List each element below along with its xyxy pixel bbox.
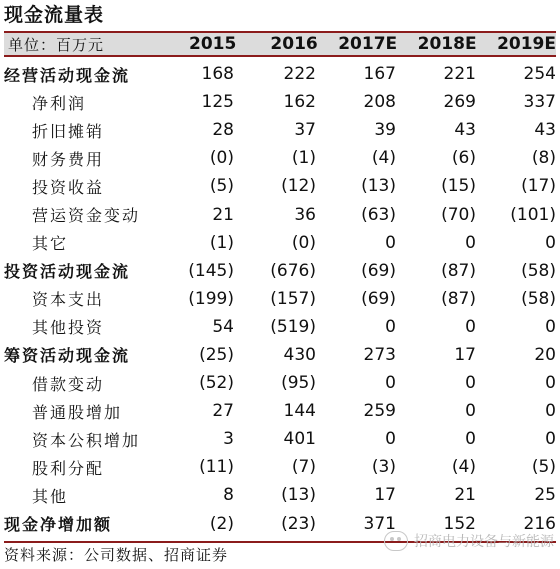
value-cell: 43 bbox=[534, 120, 556, 141]
year-header: 2017E bbox=[338, 34, 398, 54]
row-label: 股利分配 bbox=[32, 458, 105, 478]
table-header bbox=[4, 31, 556, 57]
value-cell: (4) bbox=[371, 148, 396, 169]
value-cell: (58) bbox=[521, 260, 556, 281]
value-cell: 0 bbox=[465, 373, 476, 394]
value-cell: 162 bbox=[283, 92, 316, 113]
watermark-text: 招商电力设备与新能源 bbox=[414, 534, 554, 550]
value-cell: 43 bbox=[454, 120, 476, 141]
value-cell: (1) bbox=[209, 232, 234, 253]
value-cell: 337 bbox=[523, 92, 556, 113]
value-cell: 21 bbox=[454, 485, 476, 506]
table-row bbox=[4, 144, 556, 172]
value-cell: 28 bbox=[212, 120, 234, 141]
value-cell: 54 bbox=[212, 316, 234, 337]
value-cell: (1) bbox=[291, 148, 316, 169]
year-header: 2016 bbox=[270, 34, 318, 54]
wechat-icon bbox=[384, 531, 408, 551]
value-cell: 0 bbox=[545, 429, 556, 450]
value-cell: (4) bbox=[451, 457, 476, 478]
value-cell: (145) bbox=[188, 260, 234, 281]
value-cell: (5) bbox=[209, 176, 234, 197]
table-row bbox=[4, 341, 556, 369]
value-cell: 0 bbox=[385, 429, 396, 450]
value-cell: (6) bbox=[451, 148, 476, 169]
value-cell: (52) bbox=[199, 373, 234, 394]
table-row bbox=[4, 313, 556, 341]
row-label: 普通股增加 bbox=[32, 402, 123, 422]
table-row bbox=[4, 257, 556, 285]
value-cell: 401 bbox=[283, 429, 316, 450]
value-cell: (7) bbox=[291, 457, 316, 478]
value-cell: (0) bbox=[291, 232, 316, 253]
row-label: 资本支出 bbox=[32, 290, 105, 310]
value-cell: 167 bbox=[363, 64, 396, 85]
row-label: 借款变动 bbox=[32, 374, 105, 394]
value-cell: 152 bbox=[443, 513, 476, 534]
value-cell: 254 bbox=[523, 64, 556, 85]
table-row bbox=[4, 285, 556, 313]
table-row bbox=[4, 397, 556, 425]
value-cell: 371 bbox=[363, 513, 396, 534]
value-cell: 27 bbox=[212, 401, 234, 422]
value-cell: 0 bbox=[545, 316, 556, 337]
value-cell: 20 bbox=[534, 344, 556, 365]
value-cell: (519) bbox=[270, 316, 316, 337]
value-cell: (69) bbox=[361, 288, 396, 309]
row-label: 经营活动现金流 bbox=[4, 65, 131, 85]
value-cell: 21 bbox=[212, 204, 234, 225]
value-cell: 259 bbox=[363, 401, 396, 422]
value-cell: (13) bbox=[361, 176, 396, 197]
row-label: 财务费用 bbox=[32, 149, 105, 169]
value-cell: (12) bbox=[281, 176, 316, 197]
value-cell: (199) bbox=[188, 288, 234, 309]
table-row bbox=[4, 425, 556, 453]
value-cell: 0 bbox=[385, 373, 396, 394]
table-row bbox=[4, 453, 556, 481]
table-row bbox=[4, 88, 556, 116]
value-cell: 3 bbox=[223, 429, 234, 450]
value-cell: 0 bbox=[465, 401, 476, 422]
row-label: 投资活动现金流 bbox=[4, 262, 131, 282]
value-cell: 430 bbox=[283, 344, 316, 365]
table-title: 现金流量表 bbox=[4, 4, 105, 26]
table-row bbox=[4, 200, 556, 228]
value-cell: (0) bbox=[209, 148, 234, 169]
value-cell: 0 bbox=[465, 316, 476, 337]
value-cell: 0 bbox=[385, 316, 396, 337]
value-cell: (15) bbox=[441, 176, 476, 197]
value-cell: 8 bbox=[223, 485, 234, 506]
value-cell: (2) bbox=[209, 513, 234, 534]
table-row bbox=[4, 229, 556, 257]
value-cell: 39 bbox=[374, 120, 396, 141]
value-cell: (676) bbox=[270, 260, 316, 281]
value-cell: 17 bbox=[374, 485, 396, 506]
row-label: 资本公积增加 bbox=[32, 430, 141, 450]
watermark bbox=[384, 531, 554, 551]
value-cell: (8) bbox=[531, 148, 556, 169]
value-cell: 37 bbox=[294, 120, 316, 141]
table-body bbox=[4, 60, 556, 538]
row-label: 营运资金变动 bbox=[32, 206, 141, 226]
row-label: 其他 bbox=[32, 486, 69, 506]
value-cell: 0 bbox=[545, 401, 556, 422]
year-header: 2018E bbox=[417, 34, 477, 54]
value-cell: 208 bbox=[363, 92, 396, 113]
value-cell: (95) bbox=[281, 373, 316, 394]
value-cell: (157) bbox=[270, 288, 316, 309]
table-row bbox=[4, 369, 556, 397]
value-cell: (58) bbox=[521, 288, 556, 309]
value-cell: (23) bbox=[281, 513, 316, 534]
value-cell: 168 bbox=[201, 64, 234, 85]
value-cell: (13) bbox=[281, 485, 316, 506]
value-cell: 17 bbox=[454, 344, 476, 365]
value-cell: (5) bbox=[531, 457, 556, 478]
row-label: 现金净增加额 bbox=[4, 515, 113, 535]
row-label: 投资收益 bbox=[32, 177, 105, 197]
row-label: 折旧摊销 bbox=[32, 121, 105, 141]
source-note: 资料来源：公司数据、招商证券 bbox=[4, 546, 229, 564]
table-row bbox=[4, 116, 556, 144]
value-cell: (101) bbox=[510, 204, 556, 225]
value-cell: 0 bbox=[545, 373, 556, 394]
row-label: 筹资活动现金流 bbox=[4, 346, 131, 366]
value-cell: 36 bbox=[294, 204, 316, 225]
year-header: 2015 bbox=[189, 34, 237, 54]
value-cell: (25) bbox=[199, 344, 234, 365]
value-cell: 0 bbox=[465, 232, 476, 253]
row-label: 其他投资 bbox=[32, 318, 105, 338]
value-cell: 144 bbox=[283, 401, 316, 422]
value-cell: (87) bbox=[441, 288, 476, 309]
value-cell: (3) bbox=[371, 457, 396, 478]
year-header: 2019E bbox=[497, 34, 556, 54]
value-cell: 0 bbox=[385, 232, 396, 253]
value-cell: (63) bbox=[361, 204, 396, 225]
value-cell: 0 bbox=[545, 232, 556, 253]
row-label: 净利润 bbox=[32, 93, 87, 113]
table-row bbox=[4, 481, 556, 509]
value-cell: (87) bbox=[441, 260, 476, 281]
value-cell: 216 bbox=[523, 513, 556, 534]
value-cell: 221 bbox=[443, 64, 476, 85]
value-cell: (11) bbox=[199, 457, 234, 478]
value-cell: 125 bbox=[201, 92, 234, 113]
value-cell: (17) bbox=[521, 176, 556, 197]
row-label: 其它 bbox=[32, 234, 69, 254]
table-row bbox=[4, 60, 556, 88]
unit-label: 单位：百万元 bbox=[8, 35, 105, 54]
value-cell: 0 bbox=[465, 429, 476, 450]
value-cell: 25 bbox=[534, 485, 556, 506]
table-row bbox=[4, 172, 556, 200]
value-cell: 222 bbox=[283, 64, 316, 85]
value-cell: 273 bbox=[363, 344, 396, 365]
value-cell: (69) bbox=[361, 260, 396, 281]
value-cell: 269 bbox=[443, 92, 476, 113]
value-cell: (70) bbox=[441, 204, 476, 225]
